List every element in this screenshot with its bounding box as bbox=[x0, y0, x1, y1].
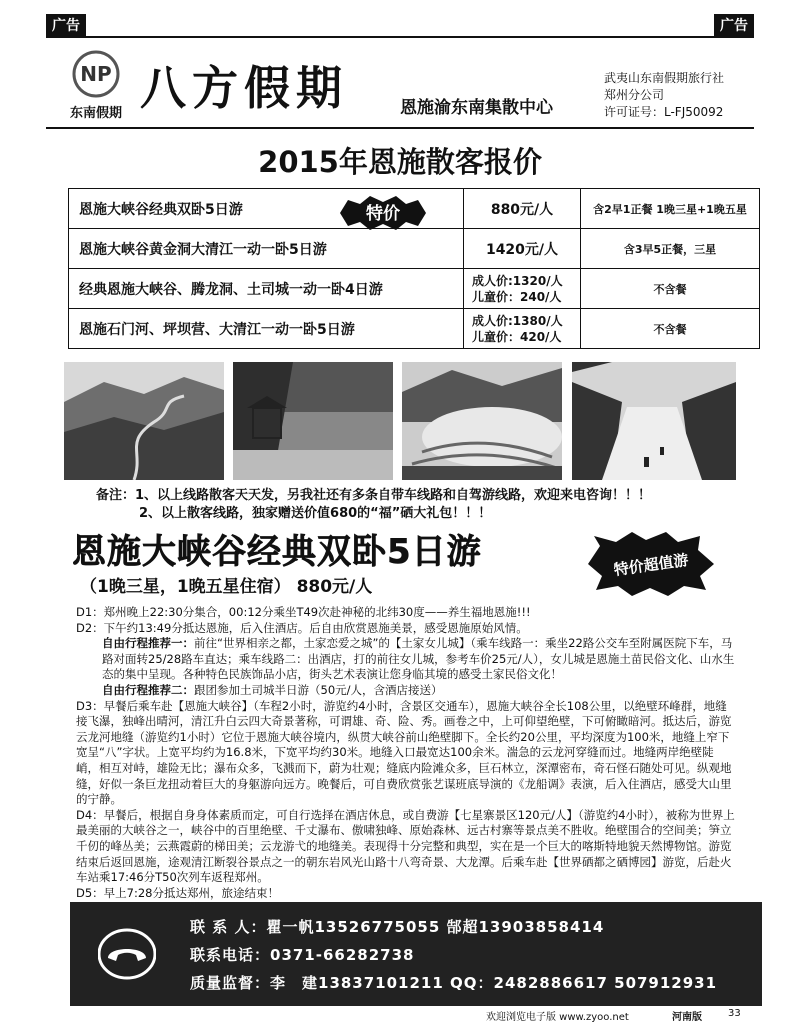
brand-subtitle: 恩施渝东南集散中心 bbox=[400, 98, 553, 118]
route-name: 恩施大峡谷经典双卧5日游 bbox=[69, 189, 464, 229]
route-price bbox=[464, 309, 581, 349]
value-badge-text: 特价超值游 bbox=[612, 550, 690, 580]
table-row bbox=[69, 229, 760, 269]
logo-text: 东南假期 bbox=[69, 106, 122, 121]
header-rule bbox=[46, 127, 754, 129]
phone-icon bbox=[98, 928, 156, 980]
rec2-text: 跟团参加土司城半日游（50元/人，含酒店接送） bbox=[194, 682, 443, 697]
price-adult: 成人价:1320/人 bbox=[472, 273, 563, 288]
price-adult: 成人价:1380/人 bbox=[472, 313, 563, 328]
route-price bbox=[464, 269, 581, 309]
tejia-badge bbox=[340, 196, 426, 230]
ad-label: 广告 bbox=[46, 14, 86, 36]
price-child: 儿童价：240/人 bbox=[472, 289, 562, 304]
table-row bbox=[69, 309, 760, 349]
itinerary bbox=[76, 605, 736, 901]
route-name: 经典恩施大峡谷、腾龙洞、土司城一动一卧4日游 bbox=[69, 269, 464, 309]
tejia-text: 特价 bbox=[366, 204, 400, 224]
note-line2: 2、以上散客线路，独家赠送价值680的“福”硒大礼包！！！ bbox=[139, 506, 492, 521]
route-meal: 不含餐 bbox=[581, 309, 760, 349]
photo-pavilion bbox=[233, 362, 393, 480]
route-price: 880元/人 bbox=[464, 189, 581, 229]
feature-subtitle: （1晚三星，1晚五星住宿） 880元/人 bbox=[80, 577, 373, 597]
note-line1: 备注：1、以上线路散客天天发，另我社还有多条自带车线路和自驾游线路，欢迎来电咨询！！！ bbox=[96, 488, 652, 503]
route-meal: 含3早5正餐，三星 bbox=[581, 229, 760, 269]
itinerary-day2: D2：下午约13:49分抵达恩施，后入住酒店。后自由欣赏恩施美景，感受恩施原始风情。 bbox=[76, 620, 528, 635]
itinerary-day1: D1：郑州晚上22:30分集合，00:12分乘坐T49次赴神秘的北纬30度——养生福地恩施!!! bbox=[76, 605, 531, 619]
rec2-label: 自由行程推荐二： bbox=[102, 682, 194, 697]
footer-region: 河南版 bbox=[672, 1012, 702, 1023]
page-title: 2015年恩施散客报价 bbox=[258, 145, 542, 179]
footer-site: 欢迎浏览电子版 www.zyoo.net bbox=[486, 1012, 629, 1023]
itinerary-day3: D3：早餐后乘车赴【恩施大峡谷】（车程2小时，游览约4小时，含景区交通车），恩施大峡谷全长108公里，以绝壁环峰群，地缝接飞瀑，独峰出晴河，清江升白云四大奇景著称，可谓雄、奇、险、秀。画卷之中，上可仰望绝壁，下可俯瞰暗河。抵达后，游览云龙河地缝（游览约1小时）它位于恩施大峡谷境内，纵贯大峡谷前山绝壁脚下。全长约20公里，平均深度为100米，地缝上窄下宽呈“八”字状。上宽平均约为16.8米，下宽平均约30米。地缝入口最宽达100余米。湍急的云龙河穿缝而过。地缝两岸绝壁陡峭，相互对峙，雄险无比；瀑布众多，飞溅而下，蔚为壮观；缝底内险滩众多，巨石林立，深潭密布，奇石怪石随处可见。纵观地缝，好似一条巨龙扭动着巨大的身躯游向远方。晚餐后，可自费欣赏张艺谋班底导演的《龙船调》表演，后入住酒店，感受大山里的宁静。 bbox=[76, 698, 732, 807]
photo-mountain-road bbox=[64, 362, 224, 480]
photo-terraces bbox=[402, 362, 562, 480]
itinerary-day5: D5：早上7:28分抵达郑州，旅途结束！ bbox=[76, 885, 279, 900]
route-name: 恩施石门河、坪坝营、大清江一动一卧5日游 bbox=[69, 309, 464, 349]
value-badge bbox=[588, 532, 714, 596]
agency-line1: 武夷山东南假期旅行社 bbox=[604, 71, 725, 85]
logo bbox=[64, 50, 128, 121]
itinerary-rec2 bbox=[76, 683, 736, 699]
route-meal: 不含餐 bbox=[581, 269, 760, 309]
photo-river bbox=[572, 362, 736, 480]
page-number: 33 bbox=[728, 1008, 741, 1019]
rec1-text: 前往“世界相亲之都，土家恋爱之城”的【土家女儿城】（乘车线路一：乘坐22路公交车至附属医院下车，马路对面转25/28路车直达；乘车线路二：出酒店，打的前往女儿城，参考车价25元/人），女儿城是恩施土苗民俗文化、山水生态的集中呈现。各种特色民族饰品小店，街头艺术表演让您身临其境的感受土家民俗文化！ bbox=[102, 636, 735, 682]
agency-license: 许可证号：L-FJ50092 bbox=[604, 105, 724, 119]
quality-supervision: 质量监督：李 建13837101211 QQ：2482886617 507912931 bbox=[190, 974, 718, 992]
price-child: 儿童价：420/人 bbox=[472, 329, 562, 344]
contact-phone: 联系电话：0371-66282738 bbox=[190, 946, 415, 964]
ad-label: 广告 bbox=[714, 14, 754, 36]
contact-person: 联 系 人：瞿一帆13526775055 郜超13903858414 bbox=[190, 918, 605, 936]
table-row bbox=[69, 269, 760, 309]
notes bbox=[96, 487, 651, 523]
feature-title: 恩施大峡谷经典双卧5日游 bbox=[72, 532, 482, 572]
itinerary-day4: D4：早餐后，根据自身身体素质而定，可自行选择在酒店休息，或自费游【七星寨景区120元/人】（游览约4小时），被称为世界上最美丽的大峡谷之一，峡谷中的百里绝壁、千丈瀑布、傲啸独峰、原始森林、远古村寨等景点美不胜收。绝壁围合的空间美；笋立千仞的峰丛美；云燕霞蔚的梯田美；云龙游弋的地缝美。表现得十分完整和典型，实在是一个巨大的喀斯特地貌天然博物馆。游览结束后返回恩施，途观清江断裂谷景点之一的朝东岩风光山路十八弯奇景、大龙潭。后乘车赴【世界硒都之硒博园】游览，后赴火车站乘17:46分T50次列车返程郑州。 bbox=[76, 807, 735, 885]
logo-mark-text: NP bbox=[80, 62, 112, 86]
contact-box bbox=[70, 902, 762, 1006]
agency-info bbox=[604, 70, 724, 121]
top-rule bbox=[46, 36, 754, 38]
route-price: 1420元/人 bbox=[464, 229, 581, 269]
route-name: 恩施大峡谷黄金洞大清江一动一卧5日游 bbox=[69, 229, 464, 269]
brand-name: 八方假期 bbox=[140, 61, 348, 115]
itinerary-rec1 bbox=[76, 636, 736, 683]
agency-line2: 郑州分公司 bbox=[604, 88, 665, 102]
logo-mark-icon bbox=[64, 50, 128, 98]
route-meal: 含2早1正餐 1晚三星+1晚五星 bbox=[581, 189, 760, 229]
rec1-label: 自由行程推荐一： bbox=[102, 636, 194, 651]
